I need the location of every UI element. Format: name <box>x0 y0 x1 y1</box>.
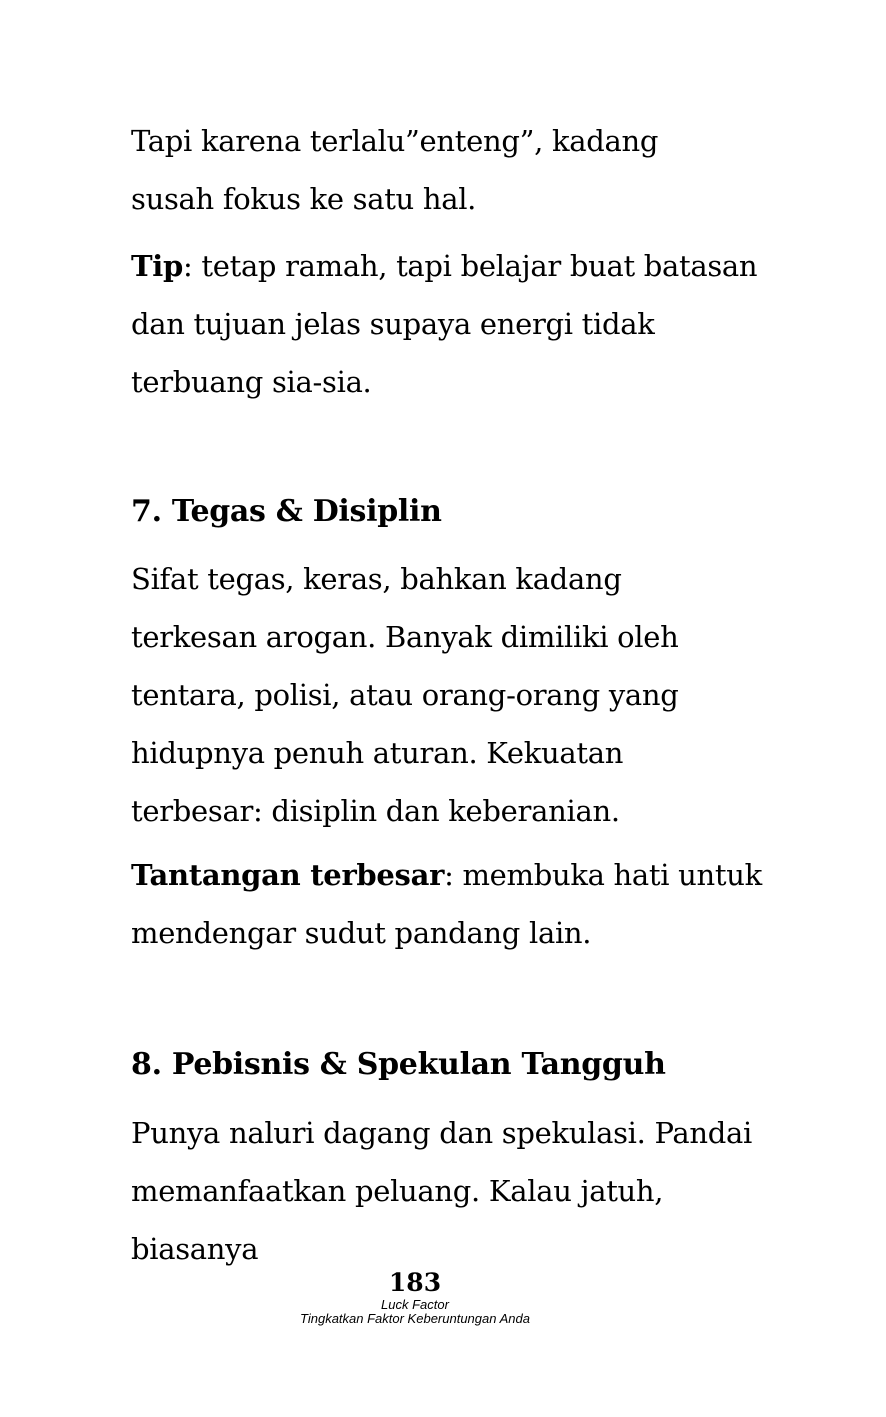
tip-text: : tetap ramah, tapi belajar buat batasan dan tujuan jelas supaya energi tidak terbuang sia-sia. <box>131 249 758 399</box>
paragraph-fokus-text: Tapi karena terlalu”enteng”, kadang susah fokus ke satu hal. <box>131 124 659 216</box>
paragraph-fokus <box>131 112 741 228</box>
tantangan-text: : membuka hati untuk mendengar sudut pandang lain. <box>131 858 762 950</box>
paragraph-tip <box>131 237 791 411</box>
section-heading-7: 7. Tegas & Disiplin <box>131 494 442 529</box>
footer-book-subtitle: Tingkatkan Faktor Keberuntungan Anda <box>300 1311 530 1326</box>
paragraph-tegas-disiplin-text: Sifat tegas, keras, bahkan kadang terkesan arogan. Banyak dimiliki oleh tentara, polisi, atau orang-orang yang hidupnya penuh aturan. Kekuatan terbesar: disiplin dan keberanian. <box>131 562 679 828</box>
section-heading-8: 8. Pebisnis & Spekulan Tangguh <box>131 1047 666 1082</box>
footer-book-title: Luck Factor <box>381 1297 449 1312</box>
tantangan-label: Tantangan terbesar <box>131 858 445 892</box>
paragraph-tegas-disiplin <box>131 550 751 840</box>
tip-label: Tip <box>131 249 183 283</box>
paragraph-tantangan <box>131 846 771 962</box>
page-number: 183 <box>388 1268 442 1297</box>
paragraph-pebisnis-text: Punya naluri dagang dan spekulasi. Pandai memanfaatkan peluang. Kalau jatuh, biasanya <box>131 1116 752 1266</box>
paragraph-pebisnis <box>131 1104 791 1278</box>
